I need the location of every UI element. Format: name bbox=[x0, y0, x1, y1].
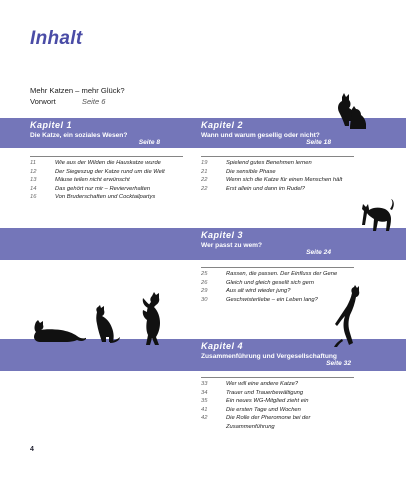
cat-arched-illustration bbox=[358, 199, 394, 237]
list-item: 34 Trauer und Trauerbewältigung bbox=[201, 389, 304, 396]
list-item: 16 Von Bruderschaften und Cocktailpartys bbox=[30, 194, 156, 201]
chapter-title: Wer passt zu wem? bbox=[201, 242, 263, 249]
list-item: 22 Wenn sich die Katze für einen Menschen hält bbox=[201, 177, 343, 184]
intro-item bbox=[30, 86, 125, 95]
chapter-label: Kapitel 3 bbox=[201, 230, 244, 240]
list-item: 12 Der Siegeszug der Katze rund um die Welt bbox=[30, 168, 165, 175]
list-item: 13 Mäuse teilen nicht erwünscht bbox=[30, 177, 130, 184]
list-item: 19 Spielend gutes Benehmen lernen bbox=[201, 160, 312, 166]
intro-page: Seite 6 bbox=[81, 97, 106, 106]
chapter-label: Kapitel 1 bbox=[30, 120, 73, 130]
chapter-page-ref: Seite 32 bbox=[326, 360, 351, 367]
chapter-label: Kapitel 4 bbox=[201, 341, 244, 351]
list-item: Zusammenführung bbox=[226, 423, 275, 430]
list-item: 14 Das gehört nur mir – Revierverhalten bbox=[30, 185, 151, 192]
page-title: Inhalt bbox=[30, 28, 83, 49]
intro-item bbox=[30, 97, 106, 106]
chapter-page-ref: Seite 24 bbox=[306, 249, 331, 256]
list-item: 25 Rassen, die passen. Der Einfluss der Gene bbox=[201, 271, 338, 277]
chapter-label: Kapitel 2 bbox=[201, 120, 244, 130]
chapter-title: Zusammenführung und Vergesellschaftung bbox=[201, 353, 337, 360]
list-item: 26 Gleich und gleich gesellt sich gern bbox=[201, 279, 314, 286]
chapter-heading bbox=[30, 132, 160, 146]
chapter-1-entries bbox=[30, 159, 195, 202]
list-item: 35 Ein neues WG-Mitglied zieht ein bbox=[201, 398, 309, 405]
chapter-4-entries bbox=[201, 380, 376, 432]
chapter-heading bbox=[201, 353, 351, 367]
chapter-heading bbox=[201, 132, 331, 146]
list-item: 41 Die ersten Tage und Wochen bbox=[201, 406, 301, 413]
chapter-page-ref: Seite 18 bbox=[306, 139, 331, 146]
chapter-heading bbox=[201, 242, 331, 256]
page-number: 4 bbox=[30, 446, 34, 453]
divider bbox=[30, 156, 183, 157]
chapter-title: Wann und warum gesellig oder nicht? bbox=[201, 132, 320, 139]
chapter-2-entries bbox=[201, 159, 376, 193]
list-item: 33 Wer will eine andere Katze? bbox=[201, 381, 299, 387]
intro-text: Mehr Katzen – mehr Glück? bbox=[30, 86, 125, 95]
cat-standing-illustration bbox=[142, 292, 170, 346]
cat-sitting-illustration bbox=[92, 305, 122, 345]
list-item: 42 Die Rolle der Pheromone bei der bbox=[201, 415, 311, 422]
chapter-title: Die Katze, ein soziales Wesen? bbox=[30, 132, 128, 139]
divider bbox=[201, 156, 354, 157]
cats-pair-illustration bbox=[322, 93, 366, 129]
list-item: 21 Die sensible Phase bbox=[201, 168, 276, 175]
list-item: 11 Wie aus der Wilden die Hauskatze wurde bbox=[30, 160, 161, 166]
divider bbox=[201, 267, 354, 268]
cat-leaping-illustration bbox=[334, 285, 366, 347]
list-item: 30 Geschwisterliebe – ein Leben lang? bbox=[201, 296, 318, 303]
intro-text: Vorwort bbox=[30, 97, 56, 106]
cat-lying-illustration bbox=[30, 320, 86, 344]
list-item: 29 Aus alt wird wieder jung? bbox=[201, 288, 291, 295]
chapter-page-ref: Seite 8 bbox=[138, 139, 160, 146]
divider bbox=[201, 377, 354, 378]
list-item: 22 Erst allein und dann im Rudel? bbox=[201, 185, 305, 192]
